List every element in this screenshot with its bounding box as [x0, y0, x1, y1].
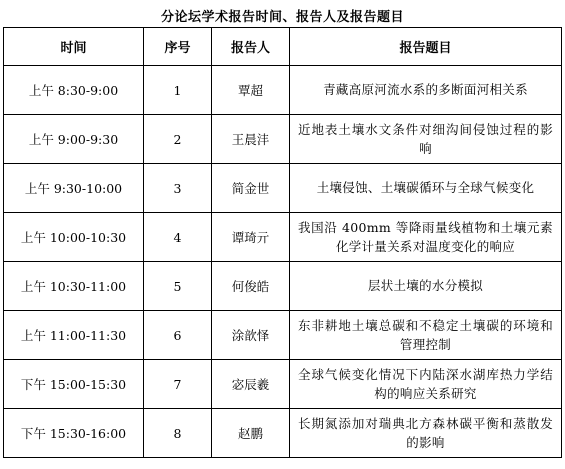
cell-topic: 近地表土壤水文条件对细沟间侵蚀过程的影响	[290, 115, 562, 164]
cell-no: 3	[144, 164, 212, 213]
cell-time: 上午 11:00-11:30	[4, 311, 144, 360]
cell-time: 下午 15:00-15:30	[4, 360, 144, 409]
header-speaker: 报告人	[212, 28, 290, 66]
cell-speaker: 简金世	[212, 164, 290, 213]
header-no: 序号	[144, 28, 212, 66]
cell-time: 上午 9:30-10:00	[4, 164, 144, 213]
cell-topic: 层状土壤的水分模拟	[290, 262, 562, 311]
cell-time: 上午 10:00-10:30	[4, 213, 144, 262]
cell-no: 1	[144, 66, 212, 115]
cell-time: 上午 8:30-9:00	[4, 66, 144, 115]
cell-no: 5	[144, 262, 212, 311]
cell-topic: 青藏高原河流水系的多断面河相关系	[290, 66, 562, 115]
cell-topic: 全球气候变化情况下内陆深水湖库热力学结构的响应关系研究	[290, 360, 562, 409]
cell-no: 6	[144, 311, 212, 360]
cell-speaker: 涂歆怿	[212, 311, 290, 360]
table-row	[4, 115, 562, 164]
cell-speaker: 谭琦亓	[212, 213, 290, 262]
cell-speaker: 宓辰羲	[212, 360, 290, 409]
table-header-row	[4, 28, 562, 66]
cell-speaker: 赵鹏	[212, 409, 290, 458]
cell-topic: 土壤侵蚀、土壤碳循环与全球气候变化	[290, 164, 562, 213]
cell-topic: 长期氮添加对瑞典北方森林碳平衡和蒸散发的影响	[290, 409, 562, 458]
table-row	[4, 311, 562, 360]
table-row	[4, 164, 562, 213]
cell-speaker: 何俊皓	[212, 262, 290, 311]
cell-no: 2	[144, 115, 212, 164]
header-time: 时间	[4, 28, 144, 66]
table-row	[4, 360, 562, 409]
cell-no: 7	[144, 360, 212, 409]
cell-speaker: 覃超	[212, 66, 290, 115]
table-row	[4, 213, 562, 262]
table-row	[4, 409, 562, 458]
cell-time: 下午 15:30-16:00	[4, 409, 144, 458]
cell-topic: 东非耕地土壤总碳和不稳定土壤碳的环境和管理控制	[290, 311, 562, 360]
header-topic: 报告题目	[290, 28, 562, 66]
cell-time: 上午 10:30-11:00	[4, 262, 144, 311]
schedule-table	[3, 27, 562, 458]
table-row	[4, 262, 562, 311]
cell-no: 4	[144, 213, 212, 262]
document-title: 分论坛学术报告时间、报告人及报告题目	[160, 10, 404, 25]
cell-time: 上午 9:00-9:30	[4, 115, 144, 164]
cell-speaker: 王晨沣	[212, 115, 290, 164]
cell-topic: 我国沿 400mm 等降雨量线植物和土壤元素化学计量关系对温度变化的响应	[290, 213, 562, 262]
table-row	[4, 66, 562, 115]
cell-no: 8	[144, 409, 212, 458]
